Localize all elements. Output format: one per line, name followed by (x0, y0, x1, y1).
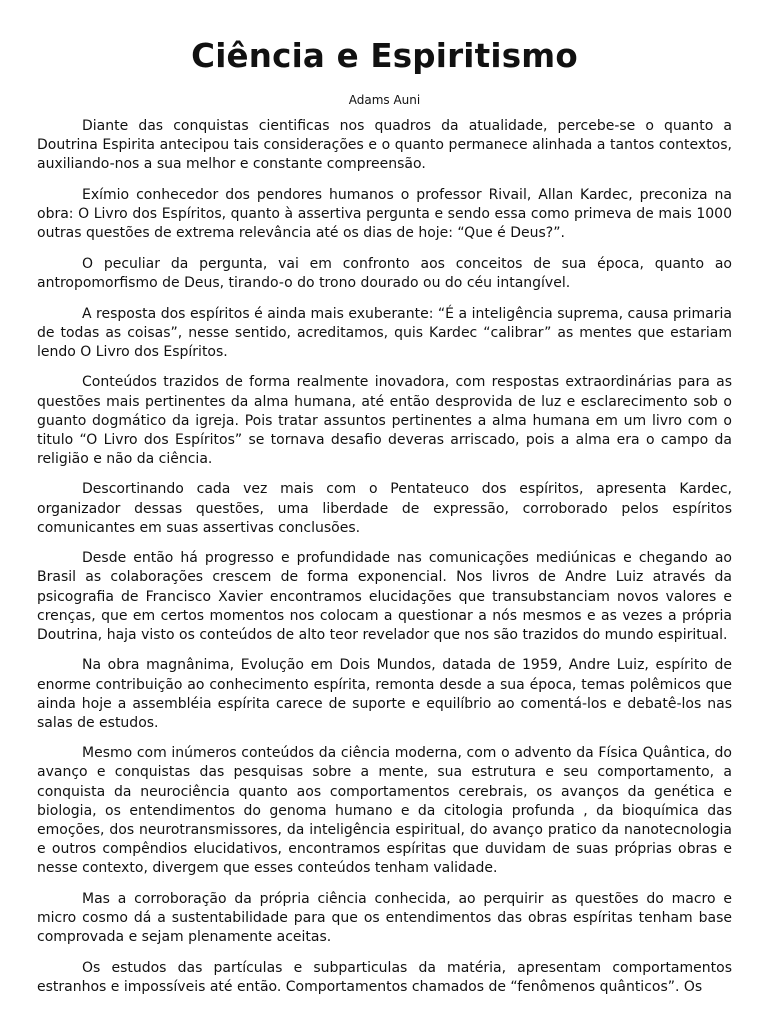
paragraph-8: Na obra magnânima, Evolução em Dois Mundos, datada de 1959, Andre Luiz, espírito de enorme contribuição ao conhecimento espírita, remonta desde a sua época, temas polêmicos que ainda hoje a assembléia espírita carece de suporte e equilíbrio ao comentá-los e debatê-los nas salas de estudos. (37, 657, 732, 731)
paragraph-7: Desde então há progresso e profundidade nas comunicações mediúnicas e chegando ao Brasil as colaborações crescem de forma exponencial. Nos livros de Andre Luiz através da psicografia de Francisco Xavier encontramos elucidações que transubstanciam novos valores e crenças, que em certos momentos nos colocam a questionar a nós mesmos e as vezes a própria Doutrina, haja visto os conteúdos de alto teor revelador que nos são trazidos do mundo espiritual. (37, 550, 732, 643)
paragraph-9: Mesmo com inúmeros conteúdos da ciência moderna, com o advento da Física Quântica, do avanço e conquistas das pesquisas sobre a mente, sua estrutura e seu comportamento, a conquista da neurociência quanto aos comportamentos cerebrais, os avanços da genética e biologia, os entendimentos do genoma humano e da citologia profunda , da bioquímica das emoções, dos neurotransmissores, da inteligência espiritual, do avanço pratico da nanotecnologia e outros compêndios elucidativos, encontramos espíritas que duvidam de suas próprias obras e nesse contexto, divergem que esses conteúdos tenham validade. (37, 745, 732, 876)
document-title: Ciência e Espiritismo (191, 37, 578, 75)
paragraph-1: Diante das conquistas cientificas nos quadros da atualidade, percebe-se o quanto a Doutrina Espirita antecipou tais considerações e o quanto permanece alinhada a tantos contextos, auxiliando-nos a sua melhor e constante compreensão. (37, 118, 732, 173)
paragraph-10: Mas a corroboração da própria ciência conhecida, ao perquirir as questões do macro e micro cosmo dá a sustentabilidade para que os entendimentos das obras espíritas tenham base comprovada e sejam plenamente aceitas. (37, 890, 732, 945)
paragraph-11: Os estudos das partículas e subparticulas da matéria, apresentam comportamentos estranhos e impossíveis até então. Comportamentos chamados de “fenômenos quânticos”. Os (37, 959, 732, 995)
document-page (37, 34, 732, 1008)
paragraph-2: Exímio conhecedor dos pendores humanos o professor Rivail, Allan Kardec, preconiza na obra: O Livro dos Espíritos, quanto à assertiva pergunta e sendo essa como primeva de mais 1000 outras questões de extrema relevância até os dias de hoje: “Que é Deus?”. (37, 186, 732, 242)
paragraph-3: O peculiar da pergunta, vai em confronto aos conceitos de sua época, quanto ao antropomorfismo de Deus, tirando-o do trono dourado ou do céu intangível. (37, 255, 732, 291)
paragraph-5: Conteúdos trazidos de forma realmente inovadora, com respostas extraordinárias para as questões mais pertinentes da alma humana, até então desprovida de luz e esclarecimento sob o guanto dogmático da igreja. Pois tratar assuntos pertinentes a alma humana em um livro com o titulo “O Livro dos Espíritos” se tornava desafio deveras arriscado, pois a alma era o campo da religião e não da ciência. (37, 374, 732, 467)
document-author: Adams Auni (348, 93, 421, 107)
paragraph-4: A resposta dos espíritos é ainda mais exuberante: “É a inteligência suprema, causa primaria de todas as coisas”, nesse sentido, acreditamos, quis Kardec “calibrar” as mentes que estariam lendo O Livro dos Espíritos. (37, 305, 732, 360)
paragraph-6: Descortinando cada vez mais com o Pentateuco dos espíritos, apresenta Kardec, organizador dessas questões, uma liberdade de expressão, corroborado pelos espíritos comunicantes em suas assertivas conclusões. (37, 481, 732, 536)
